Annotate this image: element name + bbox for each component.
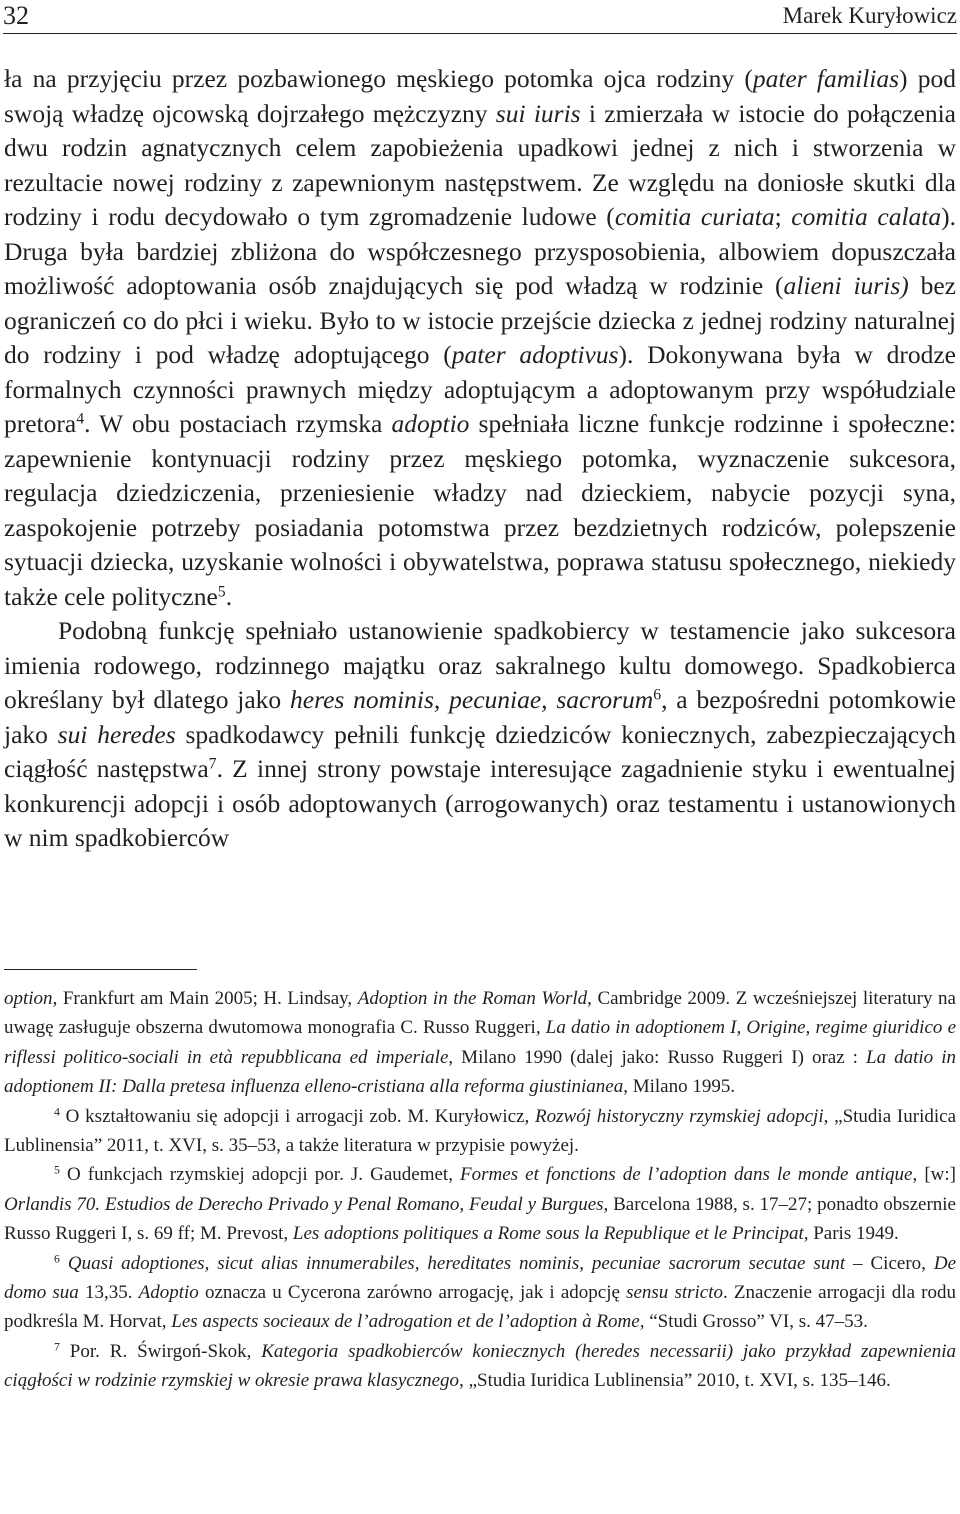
text-run: , a bezpośredni potomkowie jako <box>4 685 956 749</box>
footnote <box>4 1337 956 1396</box>
text-run: O funkcjach rzymskiej adopcji por. J. Gaudemet, <box>59 1164 461 1186</box>
text-run <box>60 1253 68 1274</box>
text-run: , „Studia Iuridica Lublinensia” 2010, t. XVI, s. 135–146. <box>459 1370 891 1392</box>
footnote-marker: 4 <box>54 1105 60 1119</box>
italic-text: Les adoptions politiques a Rome sous la Republique et le Principat <box>292 1223 804 1245</box>
footnote-marker: 6 <box>54 1252 60 1266</box>
italic-text: pater familias <box>752 64 900 93</box>
footnote-marker: 5 <box>217 582 226 600</box>
text-run: ła na przyjęciu przez pozbawionego męskiego potomka ojca rodziny ( <box>4 64 753 93</box>
body-paragraph <box>4 614 956 856</box>
text-run: , Cambridge 2009. Z wcześniejszej literatury na uwagę zasługuje obszerna dwutomowa monografia C. Russo Ruggeri, <box>4 988 956 1039</box>
text-run: O kształtowaniu się adopcji i arrogacji zob. M. Kuryłowicz, <box>59 1105 536 1127</box>
text-run: , Milano 1990 (dalej jako: Russo Ruggeri I) oraz : <box>448 1046 867 1068</box>
footnote-marker: 6 <box>653 686 662 704</box>
text-run: spadkodawcy pełnili funkcję dziedziców koniecznych, zabezpieczających ciągłość następstwa <box>4 719 957 783</box>
text-run: oznacza u Cycerona zarówno arrogację, jak i adopcję <box>198 1282 627 1304</box>
footnote <box>4 1102 956 1161</box>
text-run: , Paris 1949. <box>803 1223 899 1245</box>
footnote-marker: 5 <box>54 1163 60 1177</box>
text-run: ). Dokonywana była w drodze formalnych czynności prawnych między adoptującym a adoptowanym przy współudziale pretora <box>4 340 957 438</box>
page-header <box>3 0 957 34</box>
footnote <box>4 1249 956 1337</box>
footnote <box>4 984 956 1102</box>
footnote <box>4 1160 956 1248</box>
italic-text: Les aspects socieaux de l’adrogation et de l’adoption à Rome <box>171 1311 640 1333</box>
text-run: , Barcelona 1988, s. 17–27; ponadto obszernie Russo Ruggeri I, s. 69 ff; M. Prevost, <box>4 1193 956 1245</box>
italic-text: adoptio <box>391 409 470 438</box>
italic-text: sui heredes <box>57 719 176 749</box>
italic-text: option <box>4 988 53 1009</box>
italic-text: sensu stricto <box>626 1282 724 1304</box>
body-paragraph <box>4 62 956 614</box>
main-text <box>4 62 956 856</box>
text-run: , Milano 1995. <box>623 1076 736 1098</box>
text-run: . W obu postaciach rzymska <box>84 409 392 438</box>
italic-text: De domo sua <box>4 1252 956 1304</box>
text-run: ; <box>774 202 792 231</box>
text-run: , Frankfurt am Main 2005; H. Lindsay, <box>52 988 358 1009</box>
text-run: 13,35. <box>78 1282 139 1304</box>
footnote-separator <box>4 969 197 970</box>
italic-text: Adoption in the Roman World <box>357 988 588 1009</box>
italic-text: La datio in adoptionem II: Dalla pretesa influenza elleno-cristiana alla reforma giustinianea <box>4 1046 957 1098</box>
footnote-marker: 7 <box>208 755 217 773</box>
text-run: , [w:] <box>912 1164 956 1186</box>
italic-text: Formes et fonctions de l’adoption dans le monde antique <box>460 1164 913 1186</box>
page-number: 32 <box>3 1 29 30</box>
text-run: Podobną funkcję spełniało ustanowienie spadkobiercy w testamencie jako sukcesora imienia rodowego, rodzinnego majątku oraz sakralnego kultu domowego. Spadkobierca określany był dlatego jako <box>4 616 956 714</box>
running-head-author: Marek Kuryłowicz <box>782 3 957 28</box>
italic-text: Kategoria spadkobierców koniecznych (heredes necessarii) jako przykład zapewnienia ciągłości w rodzinie rzymskiej w okresie prawa klasycznego <box>4 1340 956 1392</box>
italic-text: pater adoptivus <box>451 340 619 369</box>
text-run: ). Druga była bardziej zbliżona do współczesnego przysposobienia, albowiem dopuszczała możliwość adoptowania osób znajdujących się pod władzą w rodzinie ( <box>4 202 956 300</box>
italic-text: sui iuris <box>495 98 581 128</box>
text-run: spełniała liczne funkcje rodzinne i społeczne: zapewnienie kontynuacji rodziny przez męskiego potomka, wyznaczenie sukcesora, regulacja dziedziczenia, przeniesienie władzy nad dzieckiem, nabycie pozycji syna, zaspokojenie potrzeby posiadania potomstwa przez bezdzietnych rodziców, polepszenie sytuacji dziecka, uzyskanie wolności i obywatelstwa, poprawa statusu społecznego, niekiedy także cele polityczne <box>4 409 956 611</box>
footnote-marker: 4 <box>76 410 85 428</box>
italic-text: comitia curiata <box>614 202 775 231</box>
italic-text: alieni iuris) <box>783 271 909 300</box>
text-run: . Znaczenie arrogacji dla rodu podkreśla M. Horvat, <box>4 1282 956 1333</box>
text-run: Por. R. Świrgoń-Skok, <box>59 1340 262 1362</box>
italic-text: La datio in adoptionem I, Origine, regime giuridico e riflessi politico-sociali in età repubblicana ed imperiale <box>4 1017 957 1068</box>
italic-text: comitia calata <box>791 202 942 231</box>
footnote-marker: 7 <box>54 1340 60 1354</box>
italic-text: Orlandis 70. Estudios de Derecho Privado y Penal Romano, Feudal y Burgues <box>4 1193 604 1215</box>
text-run: i zmierzała w istocie do połączenia dwu rodzin agnatycznych celem zapobieżenia upadkowi jednej z nich i stworzenia w rezultacie nowej rodziny z zapewnionym następstwem. Ze względu na doniosłe skutki dla rodziny i rodu decydowało o tym zgromadzenie ludowe ( <box>4 98 957 231</box>
italic-text: Quasi adoptiones, sicut alias innumerabiles, hereditates nominis, pecuniae sacrorum secutae sunt <box>67 1252 846 1274</box>
text-run: . <box>225 581 233 611</box>
text-run: ) pod swoją władzę ojcowską dojrzałego mężczyzny <box>4 64 956 128</box>
italic-text: Rozwój historyczny rzymskiej adopcji <box>535 1105 824 1127</box>
italic-text: heres nominis, pecuniae, sacrorum <box>290 685 654 714</box>
text-run: bez ograniczeń co do płci i wieku. Było to w istocie przejście dziecka z jednej rodziny naturalnej do rodziny i pod władzę adoptującego ( <box>4 271 956 369</box>
footnotes-section <box>4 984 956 1396</box>
italic-text: Adoptio <box>138 1282 199 1304</box>
text-run: . Z innej strony powstaje interesujące zagadnienie styku i ewentualnej konkurencji adopcji i osób adoptowanych (arrogowanych) oraz testamentu i ustanowionych w nim spadkobierców <box>4 754 957 852</box>
text-run: , “Studi Grosso” VI, s. 47–53. <box>639 1311 868 1333</box>
text-run: – Cicero, <box>845 1252 934 1274</box>
text-run: , „Studia Iuridica Lublinensia” 2011, t. XVI, s. 35–53, a także literatura w przypisie powyżej. <box>4 1105 957 1157</box>
